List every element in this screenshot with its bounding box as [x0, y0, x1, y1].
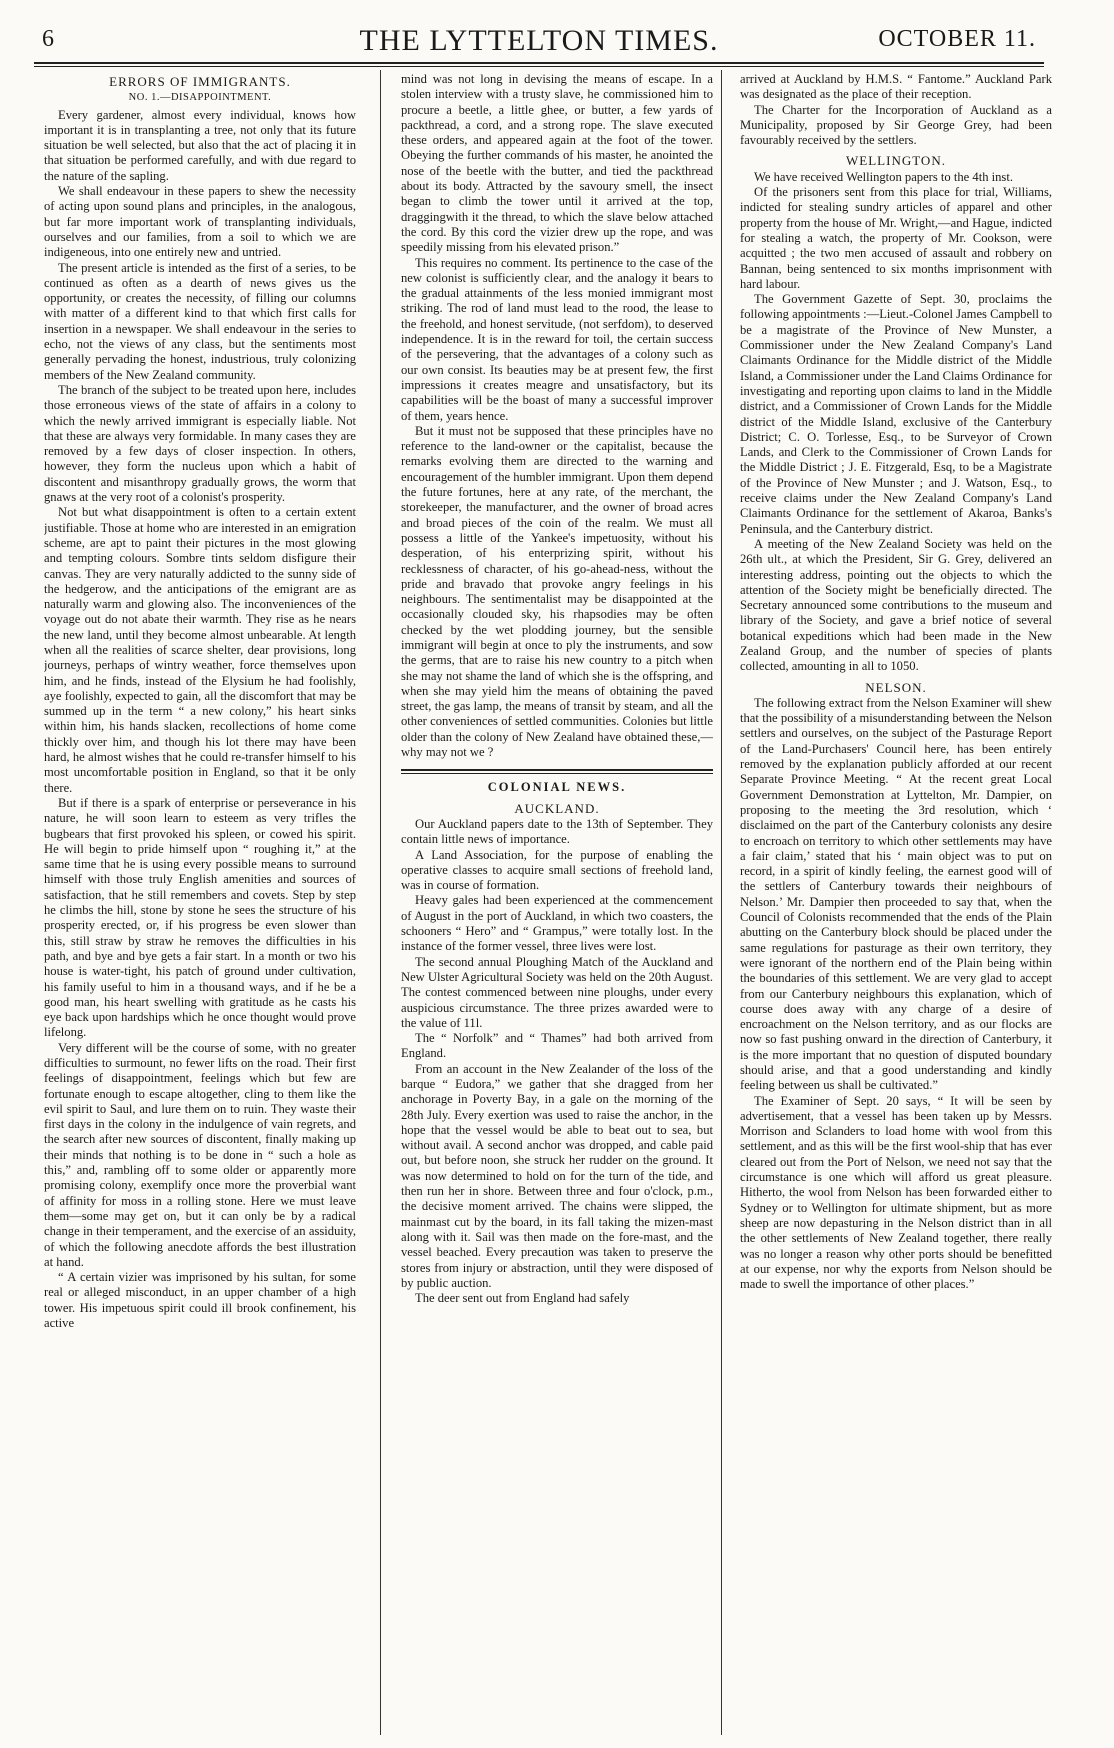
- column-divider: [380, 70, 381, 1735]
- paragraph: The second annual Ploughing Match of the Auckland and New Ulster Agricultural Society was held on the 20th August. The contest commenced between nine ploughs, under every auspicious circumstance. The three prizes awarded were to the value of 11l.: [401, 954, 713, 1030]
- paragraph: Every gardener, almost every individual, knows how important it is in transplanting a tree, not only that its future situation be well selected, but also that the act of placing it in that situation be performed carefully, and with due regard to the nature of the sapling.: [44, 107, 356, 183]
- article-subheading: NO. 1.—DISAPPOINTMENT.: [128, 92, 272, 104]
- issue-date: OCTOBER 11.: [878, 26, 1036, 52]
- paragraph: Very different will be the course of some, with no greater difficulties to surmount, no fewer lifts on the road. Their first feelings of disappointment, feelings which but few are fortunate enough to escape altogether, cling to them like the evil spirit to Saul, and lure them on to ruin. They waste their first days in the colony in the indulgence of vain regrets, and the search after new sources of discontent, finally making up their minds that nothing is to be done in “ such a hole as this,” and, rambling off to some older or apparently more promising colony, exemplify once more the proverbial want of affinity for moss in a rolling stone. Here we must leave them—some may get on, but it can only be by a radical change in their temperament, and the exercise of an assiduity, of which the following anecdote affords the best illustration at hand.: [44, 1040, 356, 1269]
- paragraph: arrived at Auckland by H.M.S. “ Fantome.” Auckland Park was designated as the place of their reception.: [740, 72, 1052, 102]
- paragraph: mind was not long in devising the means of escape. In a stolen interview with a trusty slave, he commissioned him to procure a beetle, a little ghee, or butter, a few yards of packthread, a cord, and a strong rope. The slave executed these orders, and appeared again at the foot of the tower. Obeying the further commands of his master, he anointed the nose of the beetle with the butter, and tied the packthread about its body. Attracted by the savoury smell, the insect began to climb the tower until it arrived at the top, draggingwith it the thread, to which the slave below attached the cord. By this cord the vizier drew up the rope, and was speedily missing from his elevated prison.”: [401, 72, 713, 255]
- heading-nelson: NELSON.: [865, 679, 927, 695]
- section-rule-thick: [401, 769, 713, 771]
- paragraph: Not but what disappointment is often to a certain extent justifiable. Those at home who are interested in an emigration scheme, are apt to paint their pictures in the most glowing and tempting colours. Sombre tints seldom disfigure their canvas. They are very naturally addicted to the sunny side of the hedgerow, and the anticipations of the emigrant are as naturally warm and glowing also. The inconveniences of the voyage out do not abate their warmth. They rise as he nears the new land, until they become almost unbearable. At length when all the realities of scarce shelter, dear provisions, long journeys, perhaps of wintry weather, force themselves upon him, and he finds, instead of the Elysium he had foolishly, aye foolishly, expected to gain, all the discomfort that may be summed up in the term “ a new colony,” his heart sinks within him, his hands slacken, recollections of home come thickly over him, and though his lot there may have been hard, he almost wishes that he could re-transfer himself to his most uncomfortable position in England, so that it be only there.: [44, 505, 356, 795]
- header-rule-thick: [34, 62, 1044, 64]
- paragraph: The Government Gazette of Sept. 30, proclaims the following appointments :—Lieut.-Colonel James Campbell to be a magistrate of the Province of New Munster, a Commissioner under the New Zealand Company's Land Claimants Ordinance for the Middle district of the Middle Island, a Commissioner under the Land Claims Ordinance for investigating and reporting upon claims to land in the Middle district, and a Commissioner of Crown Lands for the Middle district of the Middle Island, exclusive of the Canterbury District; C. O. Torlesse, Esq., to be Surveyor of Crown Lands, and Clerk to the Commissioner of Crown Lands for the Middle District ; J. E. Fitzgerald, Esq, to be a Magistrate of the Province of New Munster ; and J. Watson, Esq., to receive claims under the New Zealand Company's Land Claimants Ordinance for the settlement of Akaroa, Banks's Peninsula, and the Canterbury district.: [740, 292, 1052, 536]
- paragraph: But it must not be supposed that these principles have no reference to the land-owner or the capitalist, because the remarks evolving them are directed to the warning and encouragement of the humbler immigrant. Upon them depend the future fortunes, here at any rate, of the merchant, the storekeeper, the manufacturer, and the owner of broad acres and broad pieces of the coin of the realm. We must all possess a little of the Yankee's impetuosity, without his desperation, of his enterprizing spirit, without his recklessness of character, of his go-ahead-ness, without the pride and bravado that provoke angry feelings in his neighbours. The sentimentalist may be disappointed at the occasionally clouded sky, his rhapsodies may be often checked by the wet plodding journey, but the sensible immigrant will begin at once to ply the instruments, and sow the germs, that are to raise his new country to a pitch when she may not shame the land of which she is the offspring, and when she may yield him the means of obtaining the paved street, the gas lamp, the means of transit by steam, and all the other conveniences of settled communities. Colonies but little older than the colony of New Zealand have obtained these,—why may not we ?: [401, 423, 713, 760]
- column-1: [44, 72, 356, 1732]
- paragraph: The branch of the subject to be treated upon here, includes those erroneous views of the state of affairs in a colony to which the newly arrived immigrant is especially liable. Not that these are always very formidable. In many cases they are removed by a few days of closer inspection. In others, however, they form the nucleus upon which a habit of discontent and misanthropy gradually grows, the worm that gnaws at the very root of a colonist's prosperity.: [44, 382, 356, 505]
- column-divider: [721, 70, 722, 1735]
- section-rule-thin: [401, 773, 713, 774]
- paragraph: Our Auckland papers date to the 13th of September. They contain little news of importance.: [401, 816, 713, 847]
- page-number: 6: [42, 26, 54, 52]
- column-2: [401, 72, 713, 1732]
- masthead-title: THE LYTTELTON TIMES.: [359, 24, 719, 57]
- column-3: [740, 72, 1052, 1732]
- paragraph: From an account in the New Zealander of the loss of the barque “ Eudora,” we gather that she dragged from her anchorage in Poverty Bay, in a gale on the morning of the 28th July. Every exertion was used to raise the anchor, in the hope that the vessel would be able to beat out to sea, but without avail. A second anchor was dropped, and cable paid out, but before noon, she struck her rudder on the ground. It was now determined to hold on for the turn of the tide, and then run her in shore. Between three and four o'clock, p.m., the decisive moment arrived. The chains were slipped, the mainmast cut by the board, in its fall taking the mizen-mast along with it. Sail was then made on the fore-mast, and the vessel beached. Every precaution was taken to preserve the stores from injury or abstraction, until they were disposed of by public auction.: [401, 1061, 713, 1290]
- paragraph: The Examiner of Sept. 20 says, “ It will be seen by advertisement, that a vessel has been taken up by Messrs. Morrison and Sclanders to load home with wool from this settlement, and as this will be the first wool-ship that has ever cleared out from the Port of Nelson, we need not say that the circumstance is one which will afford us great pleasure. Hitherto, the wool from Nelson has been forwarded either to Sydney or to Wellington for ultimate shipment, but as more sheep are now depasturing in the Nelson district than in all the other settlements of New Zealand together, there really was no longer a reason why other ports should be benefitted at our expense, nor why the exports from Nelson should be made to swell the importance of other places.”: [740, 1093, 1052, 1292]
- paragraph: A Land Association, for the purpose of enabling the operative classes to acquire small sections of freehold land, was in course of formation.: [401, 847, 713, 893]
- paragraph: A meeting of the New Zealand Society was held on the 26th ult., at which the President, Sir G. Grey, delivered an interesting address, pointing out the objects to which the attention of the Society might be beneficially directed. The Secretary announced some contributions to the museum and library of the Society, and gave a brief notice of several botanical expeditions which had been made in the New Zealand Group, and the number of species of plants collected, amounting in all to 1050.: [740, 536, 1052, 674]
- paragraph: We shall endeavour in these papers to shew the necessity of acting upon sound plans and principles, in the analogous, but far more important work of transplanting individuals, ourselves and our families, from a soil to which we are indigeneous, into one entirely new and untried.: [44, 184, 356, 260]
- paragraph: The Charter for the Incorporation of Auckland as a Municipality, proposed by Sir George Grey, had been favourably received by the settlers.: [740, 102, 1052, 148]
- page-header: [34, 22, 1044, 60]
- paragraph: This requires no comment. Its pertinence to the case of the new colonist is sufficiently clear, and the analogy it bears to the gradual attainments of the less monied immigrant most striking. The rod of land must lead to the rood, the lease to the freehold, and honest servitude, (not serfdom), to deserved independence. It is in the reward for toil, the certain success of the persevering, that the advantages of a colony such as our own consist. Its beauties may be at present few, the first impressions it creates meagre and unsatisfactory, but its capabilities will be the boast of many a successful improver of them, years hence.: [401, 255, 713, 423]
- section-heading-colonial-news: COLONIAL NEWS.: [487, 780, 627, 795]
- paragraph: Of the prisoners sent from this place for trial, Williams, indicted for stealing sundry articles of apparel and other property from the house of Mr. Wright,—and Hague, indicted for stealing a watch, the property of Mr. Cookson, were acquitted ; the two men accused of assault and robbery on Bannan, being sentenced to six months imprisonment with hard labour.: [740, 185, 1052, 291]
- article-heading-errors-of-immigrants: ERRORS OF IMMIGRANTS.: [109, 74, 291, 89]
- paragraph: “ A certain vizier was imprisoned by his sultan, for some real or alleged misconduct, in an upper chamber of a high tower. His impetuous spirit could ill brook confinement, his active: [44, 1270, 356, 1331]
- paragraph: Heavy gales had been experienced at the commencement of August in the port of Auckland, in which two coasters, the schooners “ Hero” and “ Grampus,” were totally lost. In the instance of the former vessel, three lives were lost.: [401, 893, 713, 954]
- paragraph: We have received Wellington papers to the 4th inst.: [754, 169, 1013, 184]
- paragraph: But if there is a spark of enterprise or perseverance in his nature, he will soon learn to esteem as very trifles the bugbears that first provoked his spleen, or cowed his spirit. He will begin to pride himself upon “ roughing it,” at the same time that he is using every possible means to surround himself with those truly English amenities and sources of satisfaction, that he still remembers and covets. Step by step he climbs the hill, stone by stone he sees the structure of his prosperity erected, or, if his progress be even slower than this, still straw by straw he removes the difficulties in his path, and bye and bye gets a fair start. In a month or two his house is water-tight, his patch of ground under cultivation, his family useful to him in a thousand ways, and if he be a good man, his heart swelling with gratitude as he casts his eye back upon hardships which he once thought would prove lifelong.: [44, 795, 356, 1040]
- paragraph: The deer sent out from England had safely: [415, 1291, 630, 1306]
- header-rule-thin: [34, 66, 1044, 67]
- heading-wellington: WELLINGTON.: [846, 153, 946, 169]
- paragraph: The present article is intended as the first of a series, to be continued as often as a dearth of news gives us the opportunity, or creates the necessity, of filling our columns with matter of a different kind to that which first calls for insertion in a newspaper. We shall endeavour in the series to echo, not the views of any class, but the sentiments most generally pervading the honest, industrious, truly colonizing members of the New Zealand community.: [44, 260, 356, 382]
- paragraph: The “ Norfolk” and “ Thames” had both arrived from England.: [401, 1031, 713, 1061]
- paragraph: The following extract from the Nelson Examiner will shew that the possibility of a misunderstanding between the Nelson settlers and ourselves, on the subject of the Pasturage Report of the Land-Purchasers' Council here, has been entirely removed by the explanation publicly afforded at our recent Separate Province Meeting. “ At the recent great Local Government Demonstration at Lyttelton, Mr. Dampier, on proposing to the meeting the 3rd resolution, which ‘ disclaimed on the part of the Canterbury colonists any desire to encroach on territory to which other settlements may have a fair claim,’ stated that his ‘ main object was to put on record, in a spirit of kindly feeling, the earnest good will of the settlers of Canterbury towards their neighbours of Nelson.’ Mr. Dampier then proceeded to say that, when the Council of Colonists recommended that the ends of the Plain abutting on the Canterbury block should be placed under the same regulations for pasturage as their own territory, they were ignorant of the northern end of the Plain being within the boundaries of this settlement. We are very glad to accept from our Canterbury neighbours this explanation, which of course does away with any charge of a desire of encroachment on the Nelson territory, and as our flocks are now so fast pushing onward in the direction of Canterbury, it is the more important that no question of disputed boundary should arise, and that a good understanding and kindly feeling between us shall be cultivated.”: [740, 695, 1052, 1093]
- heading-auckland: AUCKLAND.: [514, 800, 600, 816]
